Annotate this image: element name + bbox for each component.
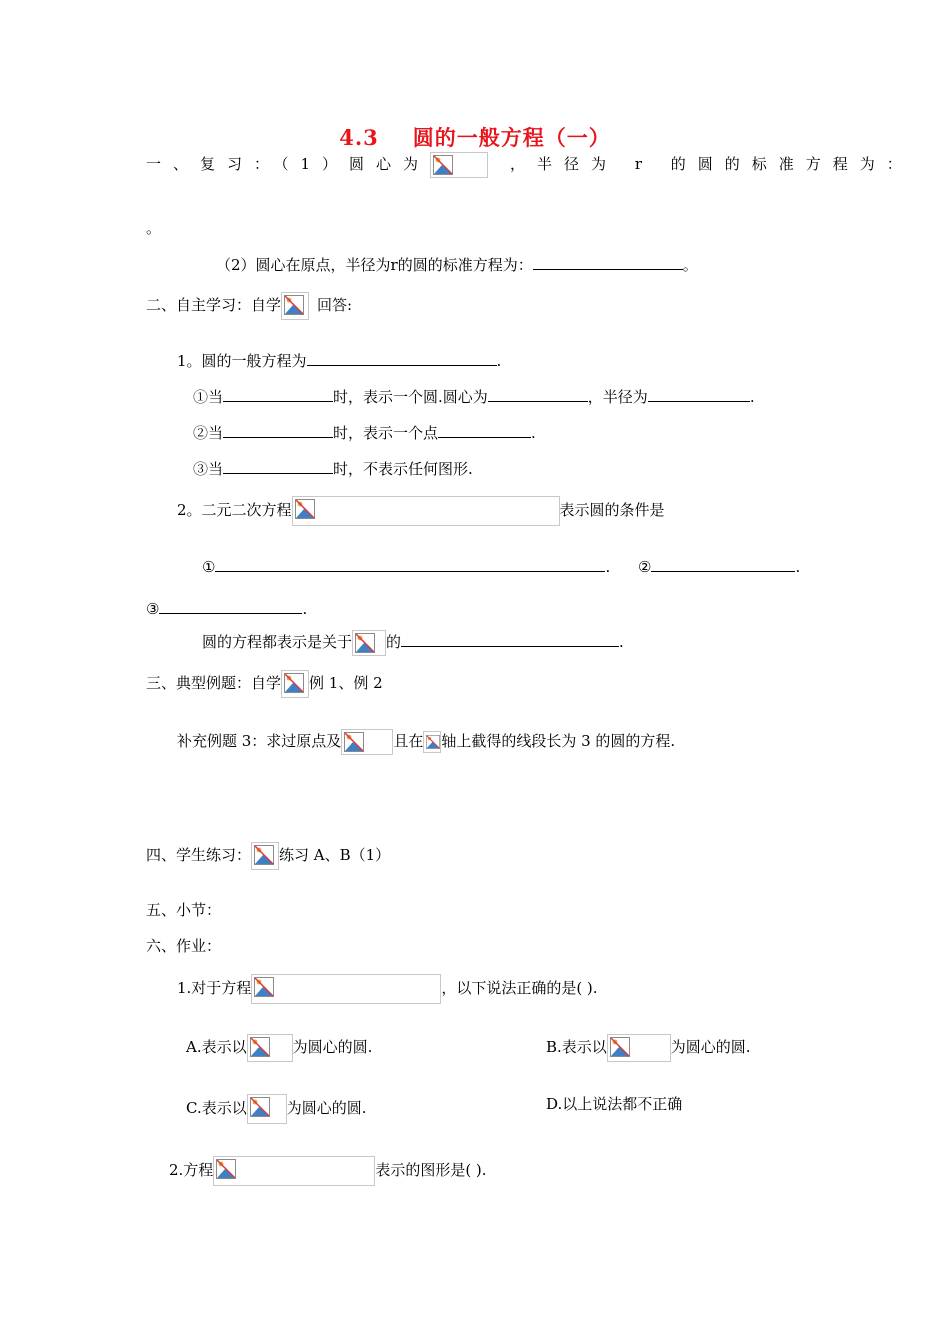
circle-condition-2 <box>638 556 800 577</box>
option-b-text: B.表示以 <box>546 1038 607 1056</box>
self-study-label-end: 回答: <box>317 296 353 314</box>
condition-end-1: . <box>605 558 611 576</box>
practice-header <box>146 842 390 870</box>
option-c-text: C.表示以 <box>186 1099 247 1117</box>
broken-image-icon <box>284 295 304 315</box>
review-line-2 <box>216 254 698 275</box>
condition-2-end: . <box>531 424 536 442</box>
broken-image-icon <box>250 1037 270 1057</box>
condition-label-1: ① <box>202 558 216 576</box>
answer-blank[interactable] <box>307 350 497 366</box>
option-b[interactable] <box>546 1034 751 1062</box>
broken-image-icon <box>250 1097 270 1117</box>
homework-header: 六、作业： <box>146 937 222 955</box>
answer-blank[interactable] <box>223 458 333 474</box>
option-a-text: A.表示以 <box>186 1038 247 1056</box>
note-text: 圆的方程都表示是关于 <box>202 633 353 651</box>
example-3-line <box>177 729 675 755</box>
option-c-end: 为圆心的圆. <box>286 1099 367 1117</box>
answer-blank[interactable] <box>648 386 750 402</box>
quadratic-equation-line <box>177 496 665 526</box>
condition-label-2: ② <box>638 558 652 576</box>
general-equation-line <box>177 350 501 371</box>
formula-image <box>247 1094 287 1124</box>
condition-line-3 <box>193 458 473 479</box>
formula-image <box>292 496 560 526</box>
textbook-image <box>281 292 309 320</box>
formula-image <box>251 974 441 1004</box>
examples-header <box>146 670 383 698</box>
formula-image <box>352 630 386 656</box>
broken-image-icon <box>254 977 274 997</box>
answer-blank[interactable] <box>488 386 588 402</box>
condition-3-end: 时，不表示任何图形. <box>333 460 473 478</box>
option-a-end: 为圆心的圆. <box>292 1038 373 1056</box>
formula-image <box>341 729 393 755</box>
condition-line-2 <box>193 422 536 443</box>
answer-blank[interactable] <box>438 422 531 438</box>
circle-condition-3 <box>146 598 307 619</box>
option-d[interactable]: D.以上说法都不正确 <box>546 1095 683 1113</box>
homework-q2-text: 2.方程 <box>169 1161 214 1179</box>
example-3-mid: 且在 <box>393 732 424 750</box>
broken-image-icon <box>216 1159 236 1179</box>
condition-3-text: ③当 <box>193 460 224 478</box>
condition-line-1 <box>193 386 755 407</box>
formula-image <box>423 731 441 753</box>
answer-blank[interactable] <box>223 386 333 402</box>
formula-image <box>607 1034 671 1062</box>
broken-image-icon <box>284 673 304 693</box>
note-end: . <box>619 633 624 651</box>
condition-2-mid: 时，表示一个点 <box>333 424 439 442</box>
option-b-end: 为圆心的圆. <box>670 1038 751 1056</box>
self-study-label: 二、自主学习：自学 <box>146 296 282 314</box>
answer-blank[interactable] <box>159 598 302 614</box>
option-c[interactable] <box>186 1094 367 1124</box>
homework-q1-text: 1.对于方程 <box>177 979 252 997</box>
q1-end: . <box>496 352 502 370</box>
answer-blank[interactable] <box>223 422 333 438</box>
page-title <box>0 122 950 152</box>
review-label: 一、复习：（1）圆心为 <box>146 155 431 173</box>
answer-blank[interactable] <box>651 556 795 572</box>
formula-image <box>213 1156 375 1186</box>
note-mid: 的 <box>386 633 402 651</box>
examples-label: 三、典型例题：自学 <box>146 674 282 692</box>
broken-image-icon <box>433 155 453 175</box>
condition-2-text: ②当 <box>193 424 224 442</box>
review-q2: （2）圆心在原点，半径为r的圆的标准方程为： <box>216 256 533 274</box>
summary-header: 五、小节： <box>146 901 222 919</box>
example-3-text: 补充例题 3：求过原点及 <box>177 732 342 750</box>
circle-condition-1 <box>202 556 610 577</box>
title-number: 4.3 <box>339 125 379 150</box>
textbook-image <box>281 670 309 698</box>
homework-q2-end: 表示的图形是( ). <box>375 1161 487 1179</box>
practice-label-end: 练习 A、B（1） <box>279 846 391 864</box>
broken-image-icon <box>426 734 440 750</box>
answer-blank[interactable] <box>401 631 619 647</box>
condition-1-text: ①当 <box>193 388 224 406</box>
broken-image-icon <box>295 499 315 519</box>
q2-text: 2。二元二次方程 <box>177 501 292 519</box>
equation-note-line <box>202 630 624 656</box>
condition-1-mid: 时，表示一个圆.圆心为 <box>333 388 488 406</box>
q2-end: 表示圆的条件是 <box>559 501 665 519</box>
option-a[interactable] <box>186 1034 372 1062</box>
review-mid: ，半径为 r 的圆的标准方程为： <box>510 155 914 173</box>
formula-image <box>247 1034 293 1062</box>
broken-image-icon <box>254 845 274 865</box>
answer-blank[interactable] <box>215 556 605 572</box>
condition-1-end: . <box>749 388 755 406</box>
textbook-image <box>251 842 279 870</box>
homework-q2 <box>169 1156 487 1186</box>
practice-label: 四、学生练习： <box>146 846 252 864</box>
review-line-end: 。 <box>146 219 162 237</box>
broken-image-icon <box>610 1037 630 1057</box>
review-q2-end: 。 <box>682 256 698 274</box>
condition-label-3: ③ <box>146 600 160 618</box>
condition-end-3: . <box>302 600 308 618</box>
title-text: 圆的一般方程（一） <box>412 125 611 150</box>
condition-end-2: . <box>795 558 801 576</box>
formula-image <box>430 152 488 178</box>
self-study-header <box>146 292 352 320</box>
example-3-end: 轴上截得的线段长为 3 的圆的方程. <box>441 732 676 750</box>
review-line-1 <box>146 152 914 178</box>
q1-text: 1。圆的一般方程为 <box>177 352 307 370</box>
answer-blank[interactable] <box>533 254 683 270</box>
broken-image-icon <box>355 633 375 653</box>
condition-1-radius: ，半径为 <box>587 388 648 406</box>
homework-q1-end: ，以下说法正确的是( ). <box>441 979 598 997</box>
examples-label-end: 例 1、例 2 <box>309 674 383 692</box>
homework-q1 <box>177 974 598 1004</box>
broken-image-icon <box>344 732 364 752</box>
